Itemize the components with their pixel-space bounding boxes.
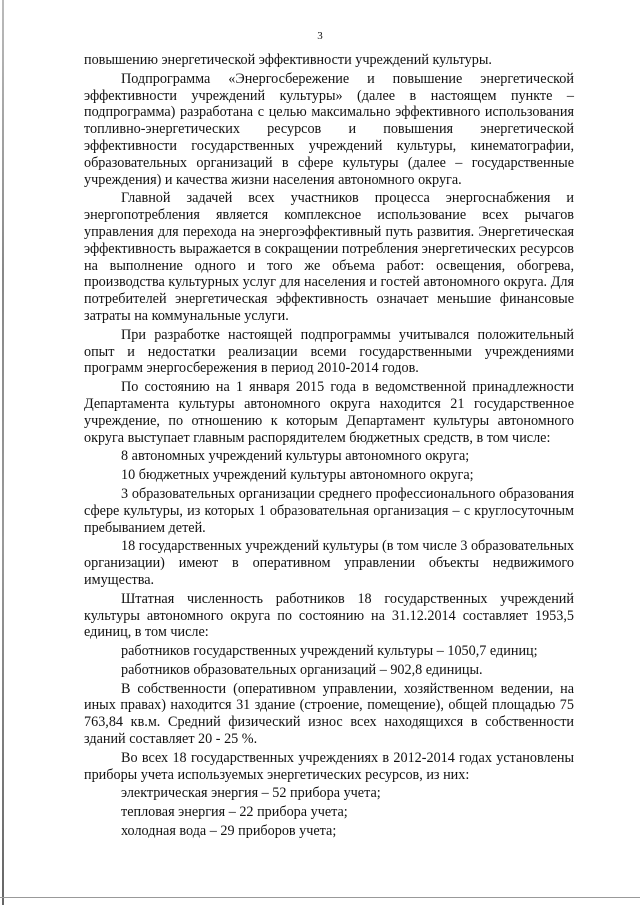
paragraph: Главной задачей всех участников процесса энергоснабжения и энергопотребления является комплексное использование всех рычагов управления для перехода на энергоэффективный путь развития. Энергетическая эффективность выражается в сокращении потребления энергетических ресурсов на выполнение одного и того же объема работ: освещения, обогрева, производства культурных услуг для населения и гостей автономного округа. Для потребителей энергетическая эффективность означает меньшие финансовые затраты на коммунальные услуги.	[84, 190, 574, 324]
document-body	[84, 52, 574, 842]
list-item: 8 автономных учреждений культуры автономного округа;	[121, 448, 470, 465]
paragraph: По состоянию на 1 января 2015 года в ведомственной принадлежности Департамента культуры автономного округа находится 21 государственное учреждение, по отношению к которым Департамент культуры автономного округа выступает главным распорядителем бюджетных средств, в том числе:	[84, 379, 574, 446]
paragraph: 18 государственных учреждений культуры (в том числе 3 образовательных организации) имеют в оперативном управлении объекты недвижимого имущества.	[84, 538, 574, 588]
paragraph: В собственности (оперативном управлении, хозяйственном ведении, на иных правах) находится 31 здание (строение, помещение), общей площадью 75 763,84 кв.м. Средний физический износ всех находящихся в собственности зданий составляет 20 - 25 %.	[84, 680, 574, 748]
paragraph: Штатная численность работников 18 государственных учреждений культуры автономного округа по состоянию на 31.12.2014 составляет 1953,5 единиц, в том числе:	[84, 590, 574, 641]
paragraph: Во всех 18 государственных учреждениях в 2012-2014 годах установлены приборы учета используемых энергетических ресурсов, из них:	[84, 749, 574, 783]
list-item: тепловая энергия – 22 прибора учета;	[121, 804, 348, 821]
scan-bottom-edge	[0, 897, 640, 898]
list-item: холодная вода – 29 приборов учета;	[121, 823, 337, 840]
list-item: 3 образовательных организации среднего профессионального образования сфере культуры, из которых 1 образовательная организация – с круглосуточным пребыванием детей.	[84, 485, 574, 536]
list-item: работников государственных учреждений культуры – 1050,7 единиц;	[121, 643, 538, 660]
paragraph: При разработке настоящей подпрограммы учитывался положительный опыт и недостатки реализации всеми государственными учреждениями программ энергосбережения в период 2010-2014 годов.	[84, 326, 574, 377]
page-number: 3	[317, 30, 323, 42]
scan-edge-shadow	[2, 0, 4, 905]
list-item: электрическая энергия – 52 прибора учета;	[121, 785, 381, 802]
list-item: 10 бюджетных учреждений культуры автономного округа;	[121, 467, 474, 484]
paragraph: повышению энергетической эффективности учреждений культуры.	[84, 52, 492, 68]
paragraph: Подпрограмма «Энергосбережение и повышение энергетической эффективности учреждений культуры» (далее в настоящем пункте – подпрограмма) разработана с целью максимально эффективного использования топливно-энергетических ресурсов и повышения энергетической эффективности государственных учреждений культуры, кинематографии, образовательных организаций в сфере культуры (далее – государственные учреждения) и качества жизни населения автономного округа.	[84, 70, 574, 188]
list-item: работников образовательных организаций – 902,8 единицы.	[121, 661, 483, 678]
